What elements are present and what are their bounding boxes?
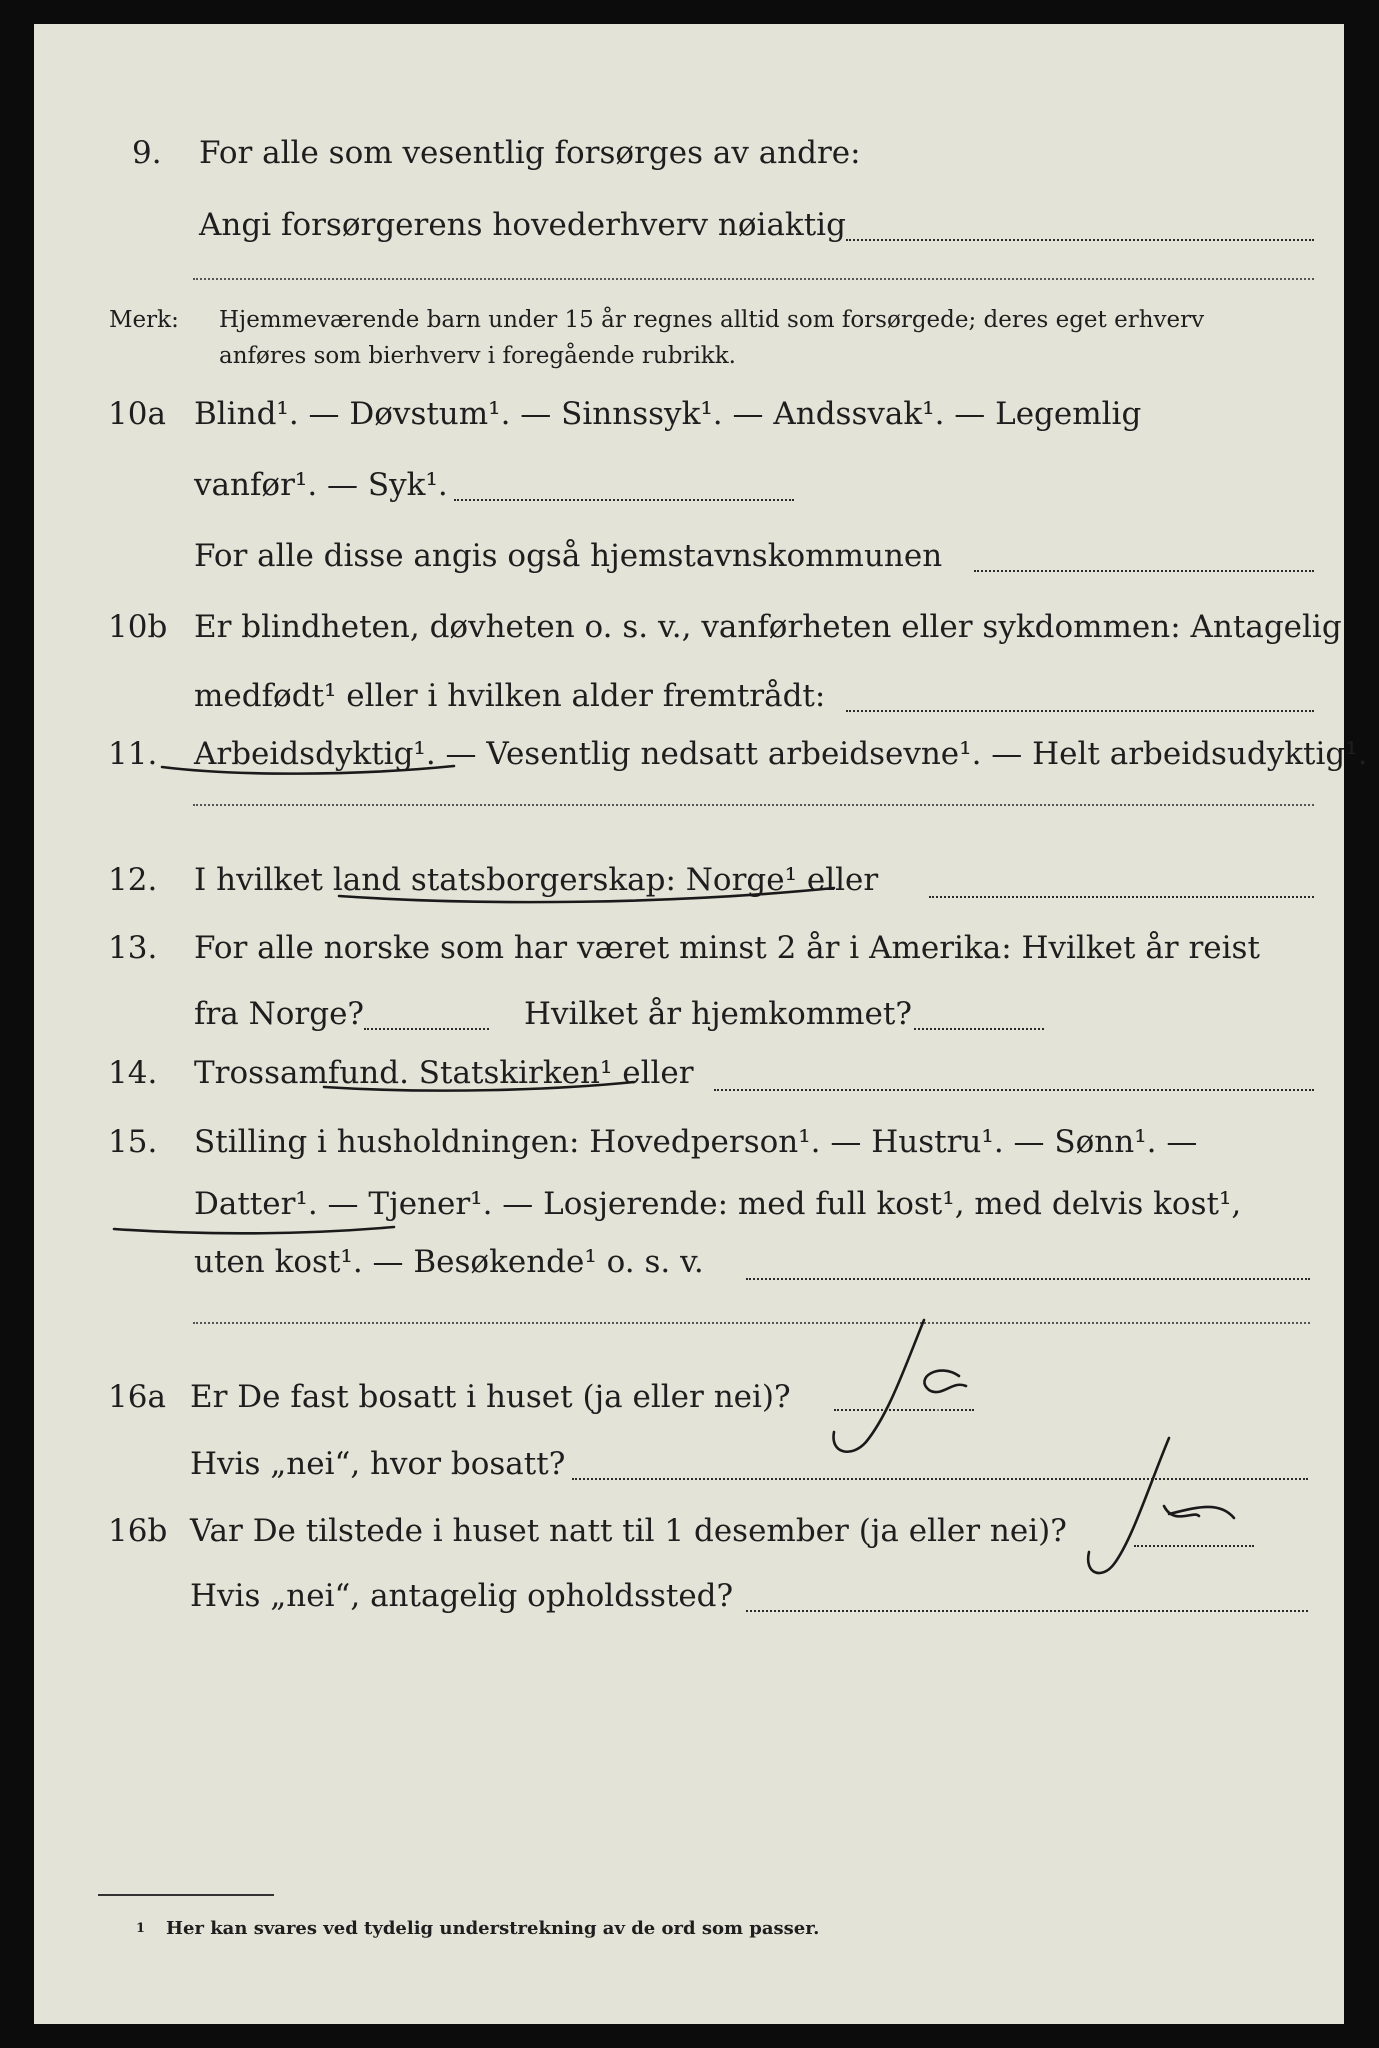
question-10a-text-3: For alle disse angis også hjemstavnskommunen	[194, 538, 943, 574]
question-10a-text: Blind¹. — Døvstum¹. — Sinnssyk¹. — Andssvak¹. — Legemlig	[194, 396, 1142, 432]
question-10b-text: Er blindheten, døvheten o. s. v., vanførheten eller sykdommen: Antagelig	[194, 609, 1342, 645]
question-9-text: For alle som vesentlig forsørges av andre:	[199, 135, 861, 171]
question-14-text: Trossamfund. Statskirken¹ eller	[194, 1055, 694, 1091]
merk-text-2: anføres som bierhverv i foregående rubrikk.	[219, 343, 736, 369]
question-16a-text: Er De fast bosatt i huset (ja eller nei)?	[190, 1379, 791, 1415]
question-10b-number: 10b	[108, 609, 168, 645]
question-12-number: 12.	[108, 862, 158, 898]
question-16b-text-2: Hvis „nei“, antagelig opholdssted?	[190, 1578, 734, 1614]
question-16b-number: 16b	[108, 1513, 168, 1549]
footnote-mark: 1	[136, 1921, 146, 1936]
question-15-text-2: Datter¹. — Tjener¹. — Losjerende: med full kost¹, med delvis kost¹,	[194, 1186, 1242, 1222]
question-11-text: Arbeidsdyktig¹. — Vesentlig nedsatt arbeidsevne¹. — Helt arbeidsudyktig¹.	[194, 736, 1368, 772]
merk-label: Merk:	[109, 307, 179, 333]
question-16a-text-2: Hvis „nei“, hvor bosatt?	[190, 1446, 566, 1482]
question-15-text: Stilling i husholdningen: Hovedperson¹. — Hustru¹. — Sønn¹. —	[194, 1124, 1198, 1160]
question-11-number: 11.	[108, 736, 158, 772]
answer-16b-ja-signature	[1088, 1438, 1234, 1573]
answer-16a-ja-text: Ja	[934, 1407, 940, 1414]
question-10b-text-2: medfødt¹ eller i hvilken alder fremtrådt:	[194, 678, 826, 714]
merk-text-1: Hjemmeværende barn under 15 år regnes alltid som forsørgede; deres eget erhverv	[219, 307, 1205, 333]
census-form-page	[34, 24, 1368, 2024]
question-15-number: 15.	[108, 1124, 158, 1160]
question-13-number: 13.	[108, 930, 158, 966]
answer-16b-ja-text: Ja	[1184, 1529, 1190, 1536]
underline-arbeidsdyktig	[162, 766, 454, 774]
question-12-text: I hvilket land statsborgerskap: Norge¹ eller	[194, 862, 879, 898]
handwriting-layer	[34, 24, 1344, 2024]
question-9-text-2: Angi forsørgerens hovederhverv nøiaktig	[199, 207, 846, 243]
question-9-number: 9.	[132, 135, 162, 171]
question-14-number: 14.	[108, 1055, 158, 1091]
question-13-text: For alle norske som har været minst 2 år i Amerika: Hvilket år reist	[194, 930, 1260, 966]
underline-statskirken	[324, 1082, 634, 1091]
question-16b-text: Var De tilstede i huset natt til 1 desember (ja eller nei)?	[190, 1513, 1067, 1549]
question-10a-number: 10a	[108, 396, 166, 432]
underline-datter	[114, 1227, 394, 1233]
question-10a-text-2: vanfør¹. — Syk¹.	[194, 467, 448, 503]
question-15-text-3: uten kost¹. — Besøkende¹ o. s. v.	[194, 1244, 704, 1280]
footnote-text: Her kan svares ved tydelig understrekning av de ord som passer.	[166, 1918, 820, 1939]
question-16a-number: 16a	[108, 1379, 166, 1415]
underline-statsborgerskap-norge	[339, 888, 834, 902]
question-13-hjemkommet-label: Hvilket år hjemkommet?	[524, 996, 912, 1032]
question-13-reist-label: fra Norge?	[194, 996, 365, 1032]
answer-16a-ja-signature	[834, 1320, 966, 1452]
